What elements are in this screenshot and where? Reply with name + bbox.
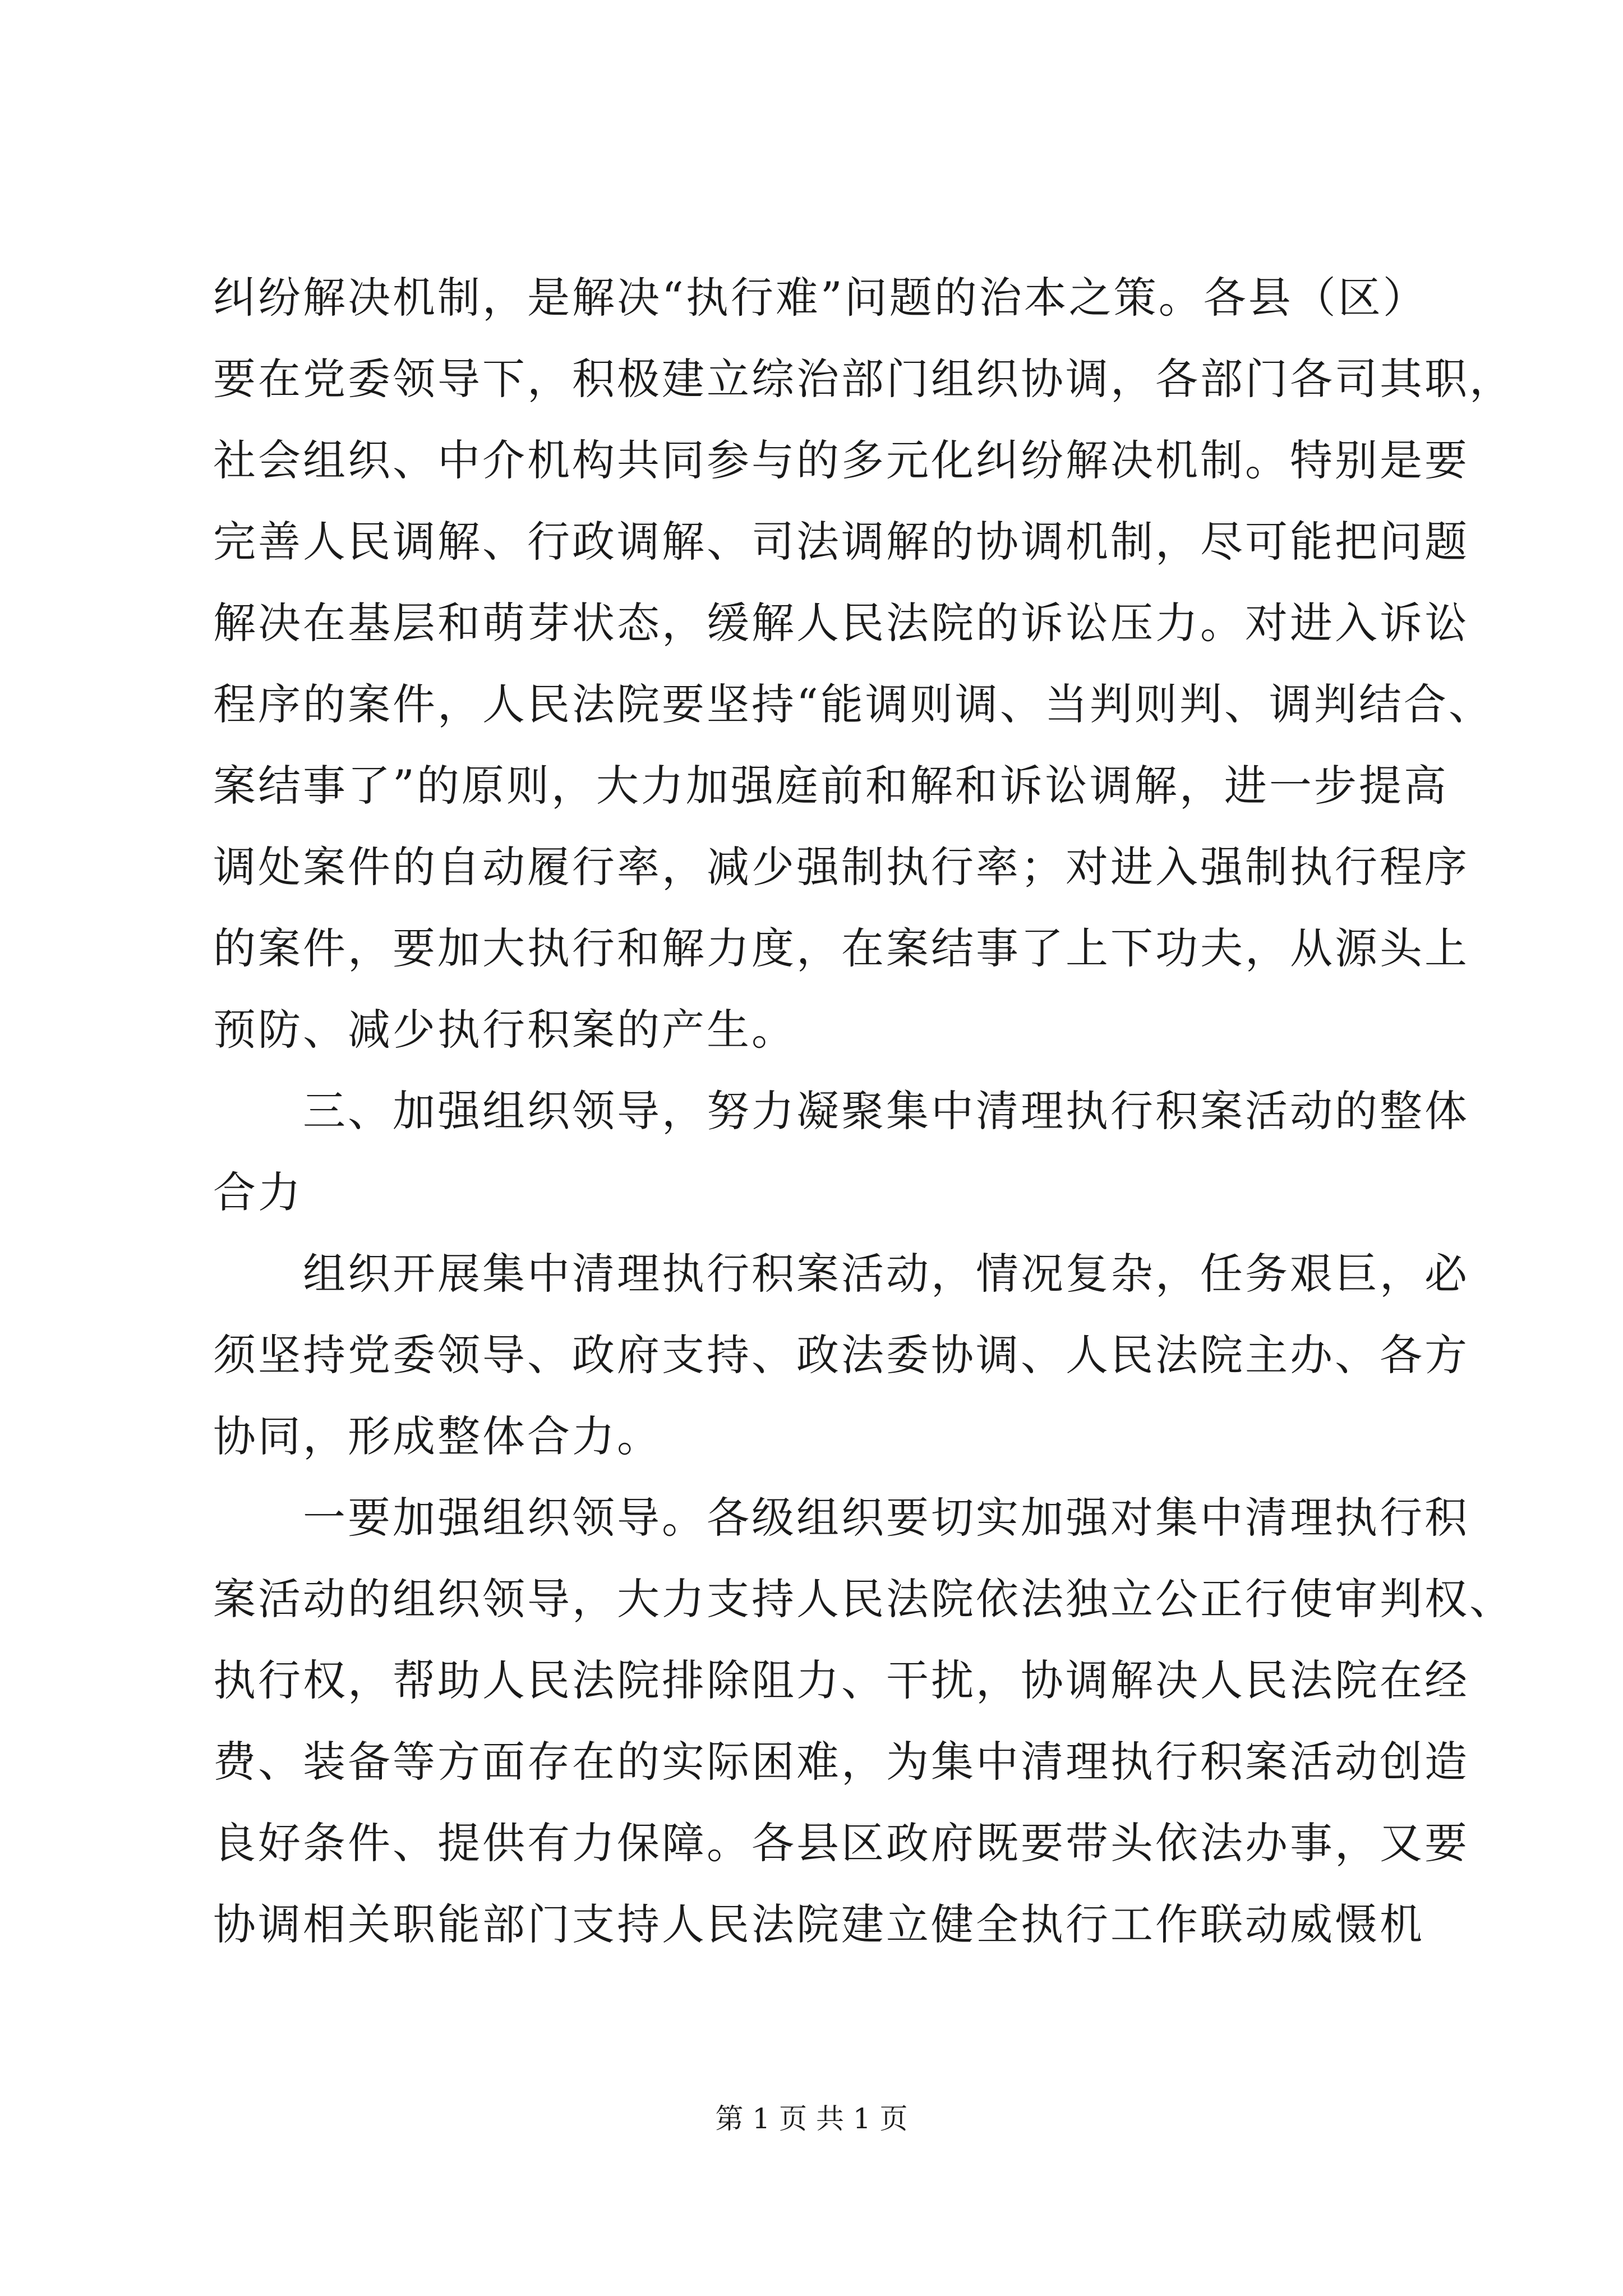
text-line: 预防、减少执行积案的产生。 — [213, 1005, 796, 1055]
text-line: 调处案件的自动履行率，减少强制执行率；对进入强制执行程序 — [213, 842, 1469, 892]
text-line: 良好条件、提供有力保障。各县区政府既要带头依法办事，又要 — [213, 1818, 1469, 1868]
text-line: 费、装备等方面存在的实际困难，为集中清理执行积案活动创造 — [213, 1737, 1469, 1787]
document-body — [213, 257, 1514, 1965]
text-line: 的案件，要加大执行和解力度，在案结事了上下功夫，从源头上 — [213, 923, 1469, 973]
text-line: 组织开展集中清理执行积案活动，情况复杂，任务艰巨，必 — [213, 1249, 1469, 1299]
text-line: 执行权，帮助人民法院排除阻力、干扰，协调解决人民法院在经 — [213, 1655, 1469, 1705]
text-line: 解决在基层和萌芽状态，缓解人民法院的诉讼压力。对进入诉讼 — [213, 598, 1469, 648]
text-line: 纠纷解决机制，是解决“执行难”问题的治本之策。各县（区） — [213, 273, 1428, 323]
text-line: 须坚持党委领导、政府支持、政法委协调、人民法院主办、各方 — [213, 1330, 1469, 1380]
text-line: 完善人民调解、行政调解、司法调解的协调机制，尽可能把问题 — [213, 517, 1469, 567]
text-line: 案结事了”的原则，大力加强庭前和解和诉讼调解，进一步提高 — [213, 761, 1449, 811]
text-line: 程序的案件，人民法院要坚持“能调则调、当判则判、调判结合、 — [213, 679, 1493, 729]
text-line: 协调相关职能部门支持人民法院建立健全执行工作联动威慑机 — [213, 1899, 1424, 1949]
section-heading-line: 三、加强组织领导，努力凝聚集中清理执行积案活动的整体 — [213, 1086, 1469, 1136]
text-line: 协同，形成整体合力。 — [213, 1411, 662, 1461]
text-line: 案活动的组织领导，大力支持人民法院依法独立公正行使审判权、 — [213, 1574, 1514, 1624]
page-number-footer: 第 1 页 共 1 页 — [715, 2102, 908, 2135]
text-line: 社会组织、中介机构共同参与的多元化纠纷解决机制。特别是要 — [213, 435, 1469, 485]
text-line: 一要加强组织领导。各级组织要切实加强对集中清理执行积 — [213, 1493, 1469, 1543]
text-line: 要在党委领导下，积极建立综治部门组织协调，各部门各司其职， — [213, 354, 1514, 404]
section-heading-line: 合力 — [213, 1167, 303, 1217]
